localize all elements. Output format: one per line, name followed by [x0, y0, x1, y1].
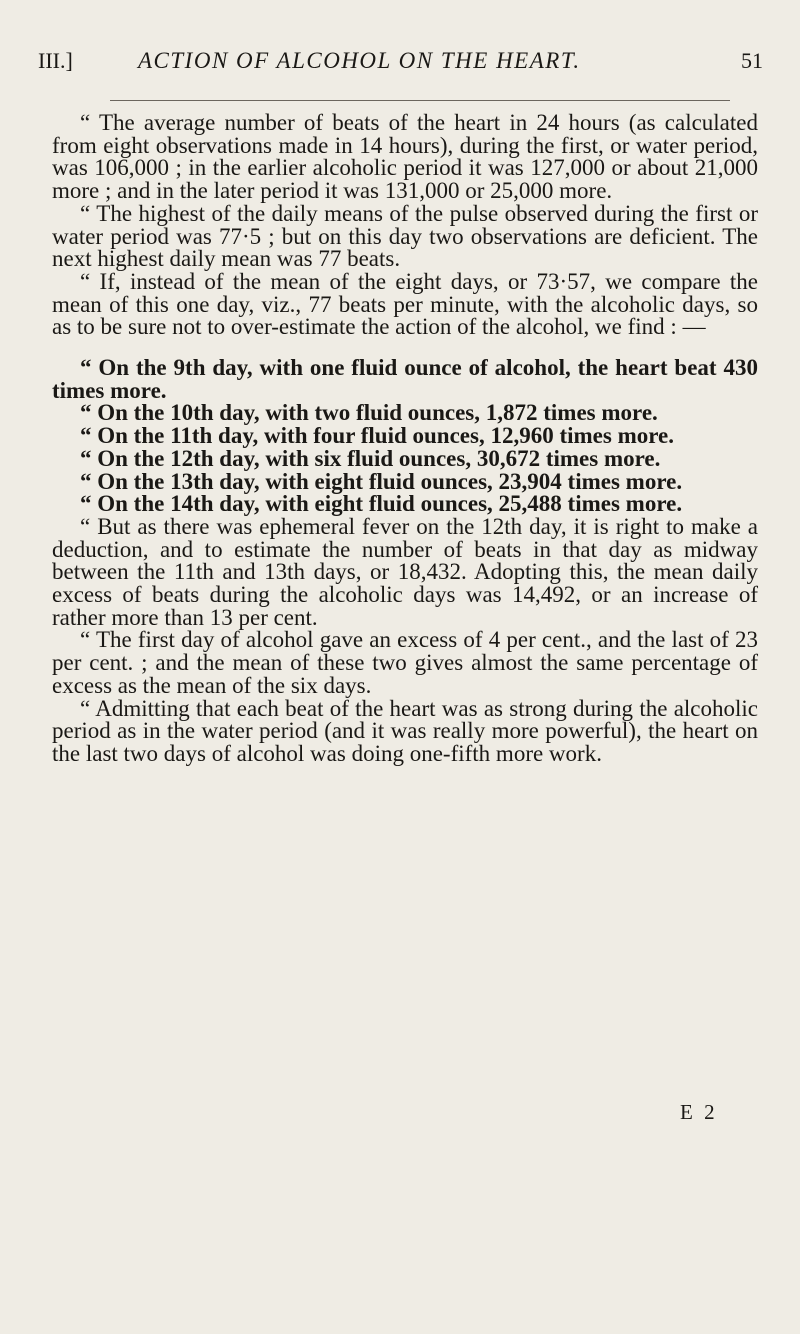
paragraph-day-12: “ On the 12th day, with six fluid ounces, 30,672 times more.	[80, 445, 661, 471]
paragraph-ephemeral-fever: “ But as there was ephemeral fever on the 12th day, it is right to make a deduction, and to estimate the number of beats in that day as midway between the 11th and 13th days, or 18,432. Adopting this, the mean daily excess of beats during the alcoholic days was 14,492, or an increase of rather more than 13 per cent.	[52, 513, 758, 630]
body-text	[52, 112, 758, 766]
paragraph-average-beats: “ The average number of beats of the heart in 24 hours (as calculated from eight observations made in 14 hours), during the first, or water period, was 106,000 ; in the earlier alcoholic period it was 127,000 or about 21,000 more ; and in the later period it was 131,000 or 25,000 more.	[52, 110, 758, 204]
signature-mark: E 2	[680, 1100, 718, 1124]
chapter-number: III.]	[38, 48, 73, 73]
paragraph-day-13: “ On the 13th day, with eight fluid ounces, 23,904 times more.	[80, 468, 683, 494]
page-number: 51	[741, 48, 763, 73]
running-header	[38, 48, 763, 88]
header-rule	[110, 100, 730, 101]
paragraph-first-last-day: “ The first day of alcohol gave an excess of 4 per cent., and the last of 23 per cent. ; and the mean of these two gives almost the same percentage of excess as the mean of the six days.	[52, 627, 758, 698]
paragraph-heart-work: “ Admitting that each beat of the heart was as strong during the alcoholic period as in the water period (and it was really more powerful), the heart on the last two days of alcohol was doing one-fifth more work.	[52, 695, 758, 766]
paragraph-day-9: “ On the 9th day, with one fluid ounce of alcohol, the heart beat 430 times more.	[52, 355, 758, 403]
paragraph-comparison: “ If, instead of the mean of the eight days, or 73·57, we compare the mean of this one day, viz., 77 beats per minute, with the alcoholic days, so as to be sure not to over-estimate the action of the alcohol, we find : —	[52, 268, 758, 340]
paragraph-day-10: “ On the 10th day, with two fluid ounces, 1,872 times more.	[80, 400, 658, 426]
running-title: ACTION OF ALCOHOL ON THE HEART.	[138, 48, 581, 73]
paragraph-highest-daily-mean: “ The highest of the daily means of the pulse observed during the first or water period was 77·5 ; but on this day two observations are deficient. The next highest daily mean was 77 beats.	[52, 200, 758, 272]
paragraph-day-14: “ On the 14th day, with eight fluid ounces, 25,488 times more.	[80, 491, 683, 517]
paragraph-day-11: “ On the 11th day, with four fluid ounces, 12,960 times more.	[80, 423, 674, 449]
